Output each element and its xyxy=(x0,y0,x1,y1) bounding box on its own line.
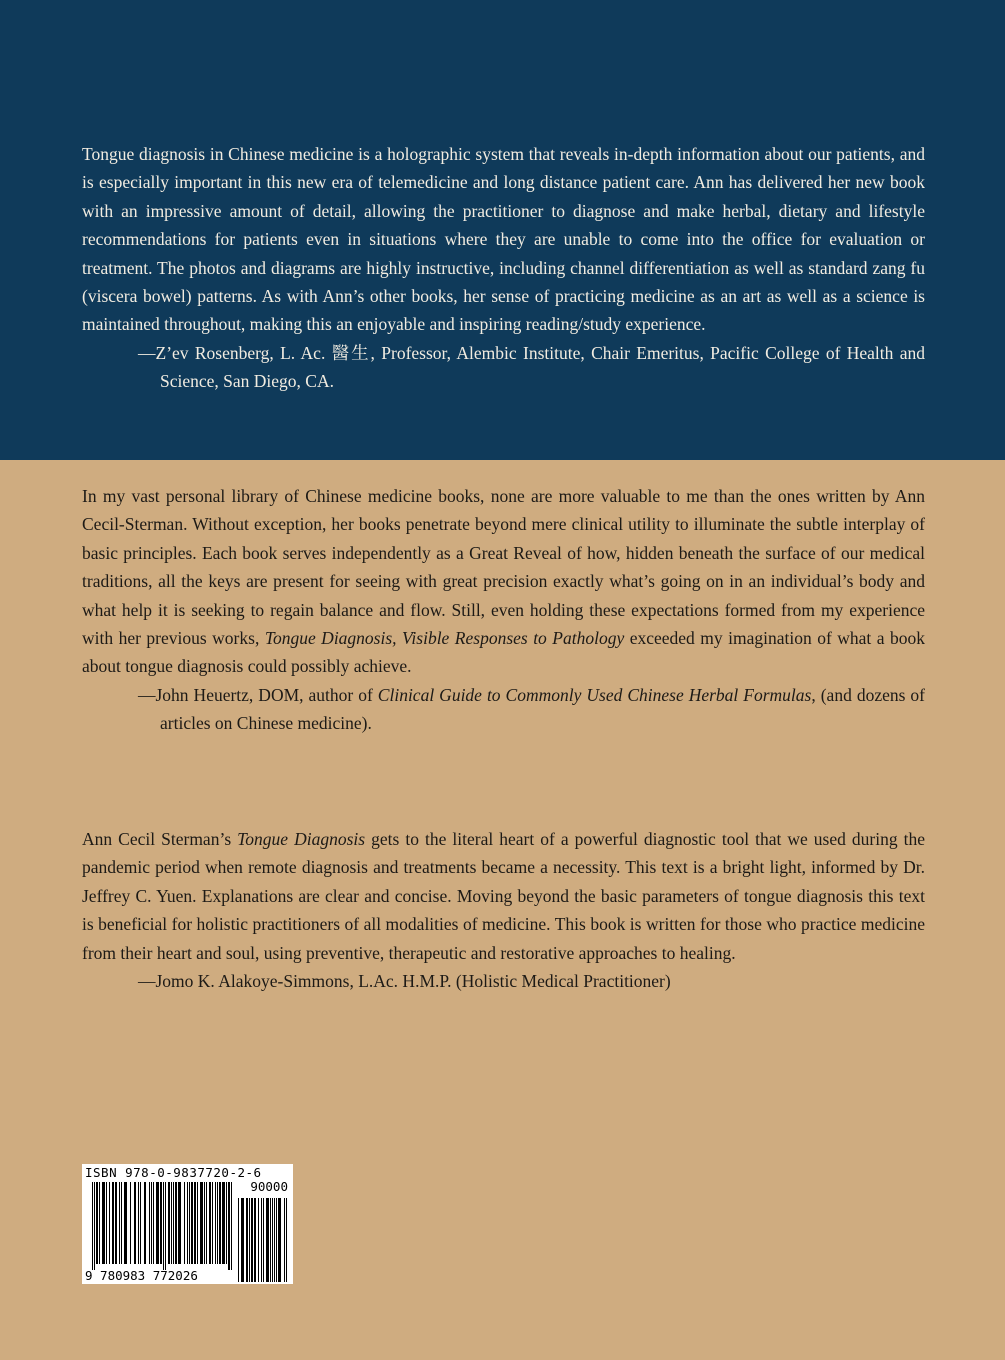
barcode-bar xyxy=(112,1182,114,1264)
addon-bar xyxy=(270,1198,271,1282)
barcode-bar xyxy=(140,1182,141,1264)
barcode-bar xyxy=(219,1182,221,1264)
barcode-bar xyxy=(130,1182,131,1264)
attribution-segment: , (and dozens of articles on Chinese medicine). xyxy=(160,684,925,734)
barcode-bar xyxy=(231,1182,232,1270)
barcode-bar xyxy=(144,1182,146,1264)
barcode-bar xyxy=(222,1182,225,1264)
barcode-bar xyxy=(160,1182,162,1264)
text-segment: Ann Cecil Sterman’s xyxy=(82,829,238,849)
barcode-bar xyxy=(121,1182,122,1264)
barcode-bar xyxy=(178,1182,181,1264)
endorsement-heuertz xyxy=(82,482,925,738)
book-title: Tongue Diagnosis, Visible Responses to Pathology xyxy=(264,628,625,649)
barcode-bar xyxy=(153,1182,154,1264)
book-title: Tongue Diagnosis xyxy=(237,829,366,849)
barcode-bar xyxy=(124,1182,127,1264)
barcode-bar xyxy=(168,1182,170,1264)
barcode-bar xyxy=(175,1182,177,1264)
addon-bar xyxy=(258,1198,259,1282)
addon-bar xyxy=(278,1198,281,1282)
barcode-bar xyxy=(106,1182,107,1264)
barcode-bar xyxy=(119,1182,120,1264)
barcode-bar xyxy=(165,1182,166,1270)
barcode-bar xyxy=(212,1182,213,1264)
addon-bar xyxy=(246,1198,248,1282)
barcode-bar xyxy=(102,1182,105,1264)
barcode-bar xyxy=(228,1182,230,1270)
barcode-bar xyxy=(94,1182,95,1270)
book-title: Clinical Guide to Commonly Used Chinese Herbal Formulas xyxy=(377,684,812,705)
addon-bar xyxy=(286,1198,287,1282)
barcode-bar xyxy=(204,1182,205,1264)
addon-bar xyxy=(249,1198,250,1282)
barcode-bar xyxy=(134,1182,136,1264)
endorsement-rosenberg xyxy=(82,140,925,396)
barcode-bar xyxy=(109,1182,110,1264)
endorsement-attribution xyxy=(82,681,925,738)
endorsement-attribution: —Z’ev Rosenberg, L. Ac. 醫生, Professor, Alembic Institute, Chair Emeritus, Pacific College of Health and Science, San Diego, CA. xyxy=(138,342,925,392)
barcode-bar xyxy=(194,1182,196,1264)
barcode-bar xyxy=(189,1182,190,1264)
addon-bar xyxy=(284,1198,285,1282)
addon-bar xyxy=(263,1198,264,1282)
endorsement-alakoye-simmons xyxy=(82,825,925,995)
addon-bar xyxy=(241,1198,244,1282)
barcode-bar xyxy=(99,1182,100,1264)
isbn-label: ISBN 978-0-9837720-2-6 xyxy=(85,1165,262,1180)
barcode-bar xyxy=(217,1182,218,1264)
barcode-bar xyxy=(226,1182,227,1264)
endorsement-text: Tongue diagnosis in Chinese medicine is a holographic system that reveals in-depth information about our patients, and is especially important in this new era of telemedicine and long distance patient care. Ann has delivered her new book with an impressive amount of detail, allowing the practitioner to diagnose and make herbal, dietary and lifestyle recommendations for patients even in situations where they are unable to come into the office for evaluation or treatment. The photos and diagrams are highly instructive, including channel differentiation as well as standard zang fu (viscera bowel) patterns. As with Ann’s other books, her sense of practicing medicine as an art as well as a science is maintained throughout, making this an enjoyable and inspiring reading/study experience. xyxy=(82,144,925,335)
addon-bar xyxy=(238,1198,239,1282)
text-segment: gets to the literal heart of a powerful diagnostic tool that we used during the pandemic period when remote diagnosis and treatments became a necessity. This text is a bright light, informed by Dr. Jeffrey C. Yuen. Explanations are clear and concise. Moving beyond the basic parameters of tongue diagnosis this text is beneficial for holistic practitioners of all modalities of medicine. This book is written for those who practice medicine from their heart and soul, using preventive, therapeutic and restorative approaches to healing. xyxy=(82,829,926,963)
bottom-quote-band xyxy=(0,460,1005,1360)
barcode-bar xyxy=(115,1182,117,1264)
barcode-bar xyxy=(197,1182,198,1264)
text-segment: In my vast personal library of Chinese medicine books, none are more valuable to me than the ones written by Ann Cecil-Sterman. Without exception, her books penetrate beyond mere clinical utility to illuminate the subtle interplay of basic principles. Each book serves independently as a Great Reveal of how, hidden beneath the surface of our medical traditions, all the keys are present for seeing with great precision exactly what’s going on in an individual’s body and what help it is seeking to regain balance and flow. Still, even holding these expectations formed from my experience with her previous works, xyxy=(82,486,925,649)
attribution-segment: —John Heuertz, DOM, author of xyxy=(138,684,378,705)
endorsement-text xyxy=(82,825,925,967)
addon-bar xyxy=(276,1198,277,1282)
barcode-bar xyxy=(209,1182,211,1264)
text-segment: exceeded my imagination of what a book about tongue diagnosis could possibly achieve. xyxy=(82,628,926,677)
barcode-bar xyxy=(191,1182,193,1264)
barcode-bar xyxy=(200,1182,203,1264)
endorsement-attribution: —Jomo K. Alakoye-Simmons, L.Ac. H.M.P. (Holistic Medical Practitioner) xyxy=(138,971,671,992)
barcode-bar xyxy=(184,1182,185,1264)
barcode-bar xyxy=(151,1182,152,1264)
barcode-bar xyxy=(149,1182,150,1264)
price-addon: 90000 xyxy=(250,1179,288,1194)
barcode-bar xyxy=(187,1182,188,1264)
barcode-bar xyxy=(173,1182,174,1264)
barcode-bar xyxy=(163,1182,164,1270)
barcode-bar xyxy=(138,1182,139,1264)
isbn-barcode xyxy=(82,1164,293,1284)
barcode-digits: 9 780983 772026 xyxy=(85,1268,198,1283)
addon-bar xyxy=(272,1198,273,1282)
addon-bar xyxy=(274,1198,275,1282)
addon-bar xyxy=(261,1198,262,1282)
barcode-bar xyxy=(215,1182,216,1264)
endorsement-text xyxy=(82,482,925,681)
barcode-bar xyxy=(171,1182,172,1264)
addon-bar xyxy=(251,1198,253,1282)
top-quote-band xyxy=(0,0,1005,460)
addon-bar xyxy=(266,1198,269,1282)
barcode-bar xyxy=(92,1182,93,1270)
barcode-bar xyxy=(156,1182,159,1264)
barcode-bar xyxy=(206,1182,207,1264)
addon-bar xyxy=(254,1198,256,1282)
barcode-bar xyxy=(96,1182,98,1264)
